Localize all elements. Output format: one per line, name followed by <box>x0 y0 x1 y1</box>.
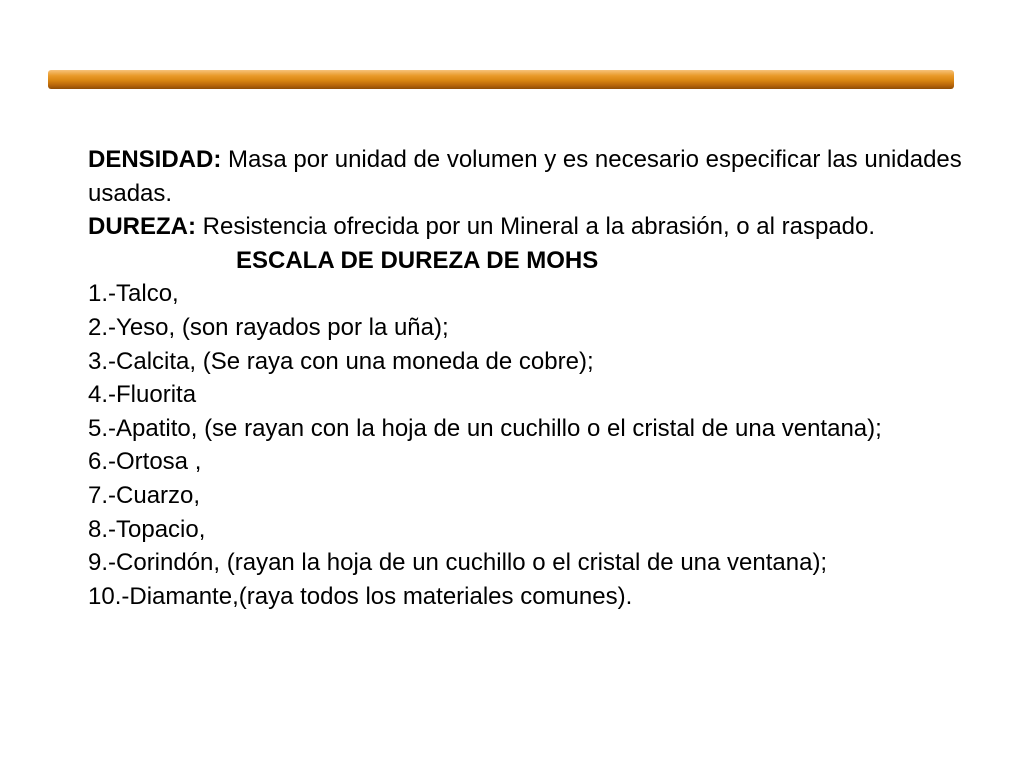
scale-item: 4.-Fluorita <box>88 381 197 409</box>
scale-heading: ESCALA DE DUREZA DE MOHS <box>236 246 599 274</box>
scale-item: 6.-Ortosa , <box>88 448 202 476</box>
scale-item: 10.-Diamante,(raya todos los materiales comunes). <box>88 582 633 610</box>
scale-item: 1.-Talco, <box>88 280 179 308</box>
definition-term: DUREZA: <box>88 213 196 241</box>
scale-item: 8.-Topacio, <box>88 515 206 543</box>
scale-item: 7.-Cuarzo, <box>88 481 201 509</box>
definition-term: DENSIDAD: <box>88 146 222 173</box>
scale-item: 2.-Yeso, (son rayados por la uña); <box>88 313 449 341</box>
scale-item: 3.-Calcita, (Se raya con una moneda de cobre); <box>88 347 594 375</box>
definition-text: Resistencia ofrecida por un Mineral a la abrasión, o al raspado. <box>196 213 876 241</box>
definition-densidad <box>88 143 968 210</box>
scale-item: 5.-Apatito, (se rayan con la hoja de un cuchillo o el cristal de una ventana); <box>88 414 882 442</box>
accent-bar <box>48 70 954 89</box>
scale-item: 9.-Corindón, (rayan la hoja de un cuchillo o el cristal de una ventana); <box>88 549 828 577</box>
definition-text: Masa por unidad de volumen y es necesario especificar las unidades usadas. <box>88 146 962 207</box>
definition-dureza <box>88 210 968 244</box>
slide-body <box>88 143 968 613</box>
